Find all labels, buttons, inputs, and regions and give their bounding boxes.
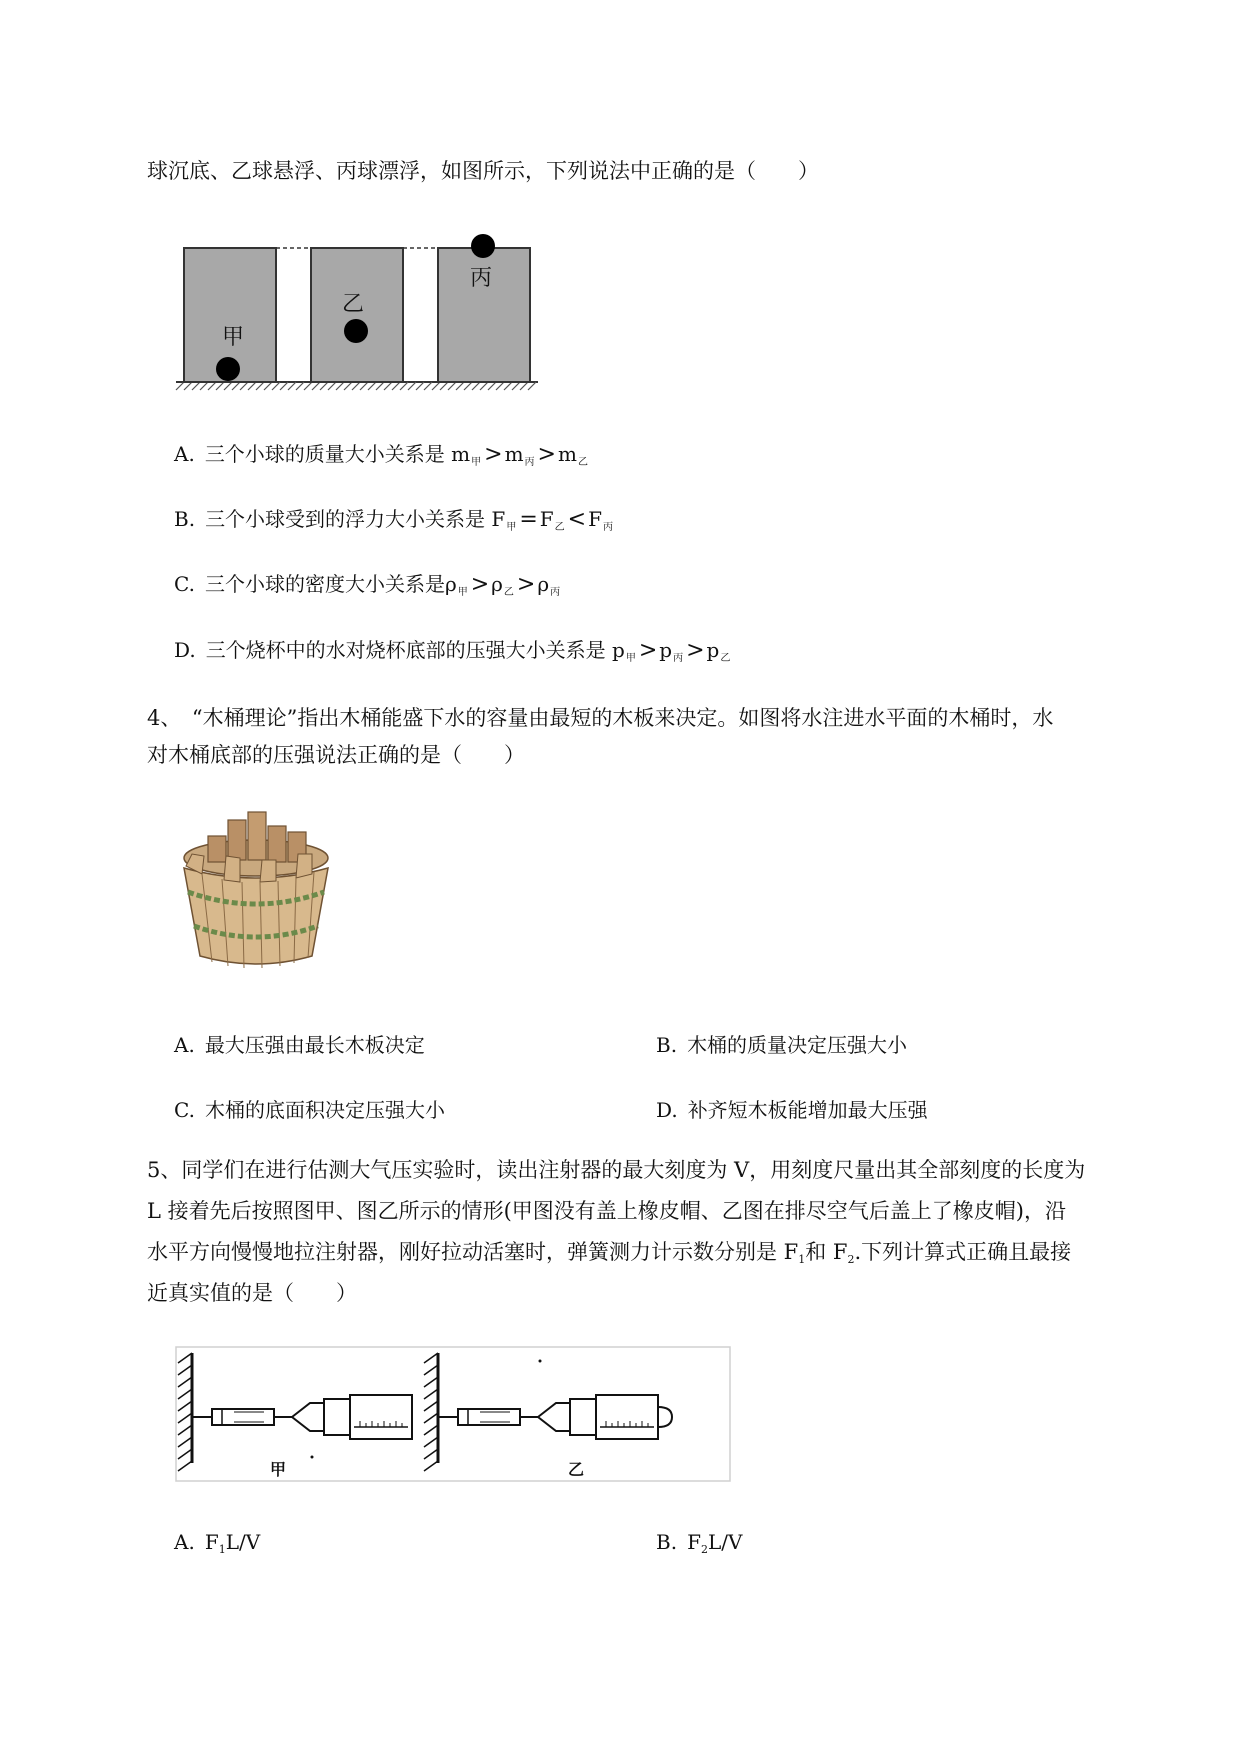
ball-label-yi: 乙 bbox=[342, 292, 365, 317]
q4-option-b[interactable]: B. 木桶的质量决定压强大小 bbox=[656, 1033, 908, 1057]
q5-stem-line2: L 接着先后按照图甲、图乙所示的情形(甲图没有盖上橡皮帽、乙图在排尽空气后盖上了橡皮帽)，沿 bbox=[147, 1199, 1067, 1223]
q4-stem-line1: 4、 “木桶理论”指出木桶能盛下水的容量由最短的木板来决定。如图将水注进水平面的木桶时，水 bbox=[147, 706, 1054, 730]
q4-option-d[interactable]: D. 补齐短木板能增加最大压强 bbox=[656, 1098, 928, 1122]
q3-option-a[interactable]: A. 三个小球的质量大小关系是 $m_甲 > m_丙 > m_乙$ bbox=[174, 442, 588, 468]
q4-option-c[interactable]: C. 木桶的底面积决定压强大小 bbox=[174, 1098, 445, 1122]
q3-option-b[interactable]: B. 三个小球受到的浮力大小关系是 $F_甲 = F_乙 < F_丙$ bbox=[174, 507, 613, 533]
q4-stem-line2: 对木桶底部的压强说法正确的是（ ） bbox=[147, 743, 525, 767]
syringe-experiment-figure bbox=[174, 1345, 734, 1485]
q3-beakers-figure bbox=[172, 228, 542, 398]
figure-label-yi: 乙 bbox=[568, 1460, 585, 1479]
q3-option-c[interactable]: C. 三个小球的密度大小关系是$\rho_甲 > \rho_乙 > \rho_丙$ bbox=[174, 572, 561, 598]
wooden-bucket-figure bbox=[178, 808, 338, 973]
q4-option-a[interactable]: A. 最大压强由最长木板决定 bbox=[174, 1033, 425, 1057]
q3-stem: 球沉底、乙球悬浮、丙球漂浮，如图所示，下列说法中正确的是（ ） bbox=[147, 159, 819, 183]
ball-label-bing: 丙 bbox=[470, 266, 493, 291]
q5-stem-line1: 5、同学们在进行估测大气压实验时，读出注射器的最大刻度为 V，用刻度尺量出其全部刻度的长度为 bbox=[147, 1158, 1086, 1182]
q3-option-d[interactable]: D. 三个烧杯中的水对烧杯底部的压强大小关系是 $p_甲 > p_丙 > p_乙$ bbox=[174, 638, 731, 664]
q5-option-a[interactable]: A. $F_1L/V$ bbox=[174, 1530, 261, 1556]
q5-stem-line3: 水平方向慢慢地拉注射器，刚好拉动活塞时，弹簧测力计示数分别是 F1和 F2.下列计算式正确且最接 bbox=[147, 1240, 1072, 1266]
ball-label-jia: 甲 bbox=[222, 325, 245, 350]
q5-stem-line4: 近真实值的是（ ） bbox=[147, 1281, 357, 1305]
figure-label-jia: 甲 bbox=[270, 1460, 287, 1479]
q5-option-b[interactable]: B. $F_2L/V$ bbox=[656, 1530, 743, 1556]
